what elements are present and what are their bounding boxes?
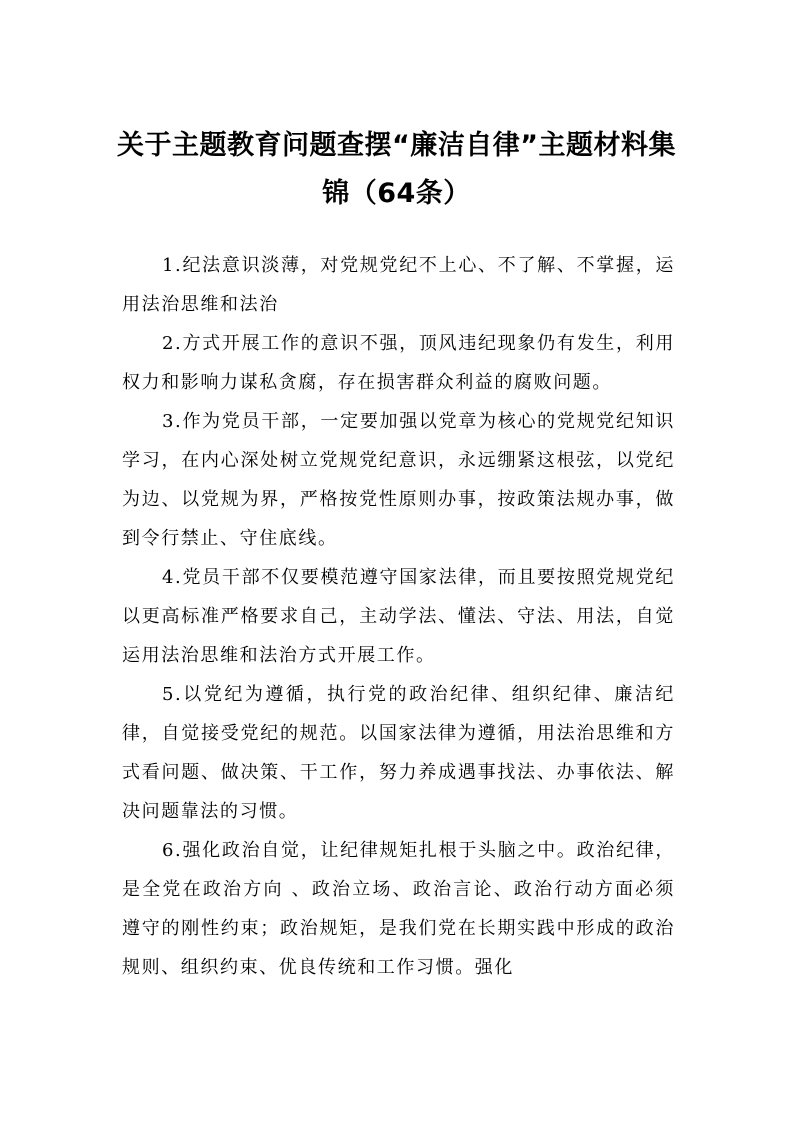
paragraph-3: 3.作为党员干部，一定要加强以党章为核心的党规党纪知识学习，在内心深处树立党规党纪意识，永远绷紧这根弦，以党纪为边、以党规为界，严格按党性原则办事，按政策法规办事，做到令行禁止、守住底线。	[122, 411, 675, 549]
paragraph-2: 2.方式开展工作的意识不强，顶风违纪现象仍有发生，利用权力和影响力谋私贪腐，存在损害群众利益的腐败问题。	[122, 333, 675, 393]
document-body	[122, 246, 675, 987]
paragraph-1: 1.纪法意识淡薄，对党规党纪不上心、不了解、不掌握，运用法治思维和法治	[122, 255, 675, 315]
paragraph-6: 6.强化政治自觉，让纪律规矩扎根于头脑之中。政治纪律，是全党在政治方向 、政治立场、政治言论、政治行动方面必须遵守的刚性约束；政治规矩，是我们党在长期实践中形成的政治规则、组织约束、优良传统和工作习惯。强化	[122, 840, 675, 978]
paragraph-5: 5.以党纪为遵循，执行党的政治纪律、组织纪律、廉洁纪律，自觉接受党纪的规范。以国家法律为遵循，用法治思维和方式看问题、做决策、干工作，努力养成遇事找法、办事依法、解决问题靠法的习惯。	[122, 684, 675, 822]
paragraph-4: 4.党员干部不仅要模范遵守国家法律，而且要按照党规党纪以更高标准严格要求自己，主动学法、懂法、守法、用法，自觉运用法治思维和法治方式开展工作。	[122, 567, 675, 666]
document-title: 关于主题教育问题查摆“廉洁自律”主题材料集锦（64条）	[117, 130, 676, 209]
